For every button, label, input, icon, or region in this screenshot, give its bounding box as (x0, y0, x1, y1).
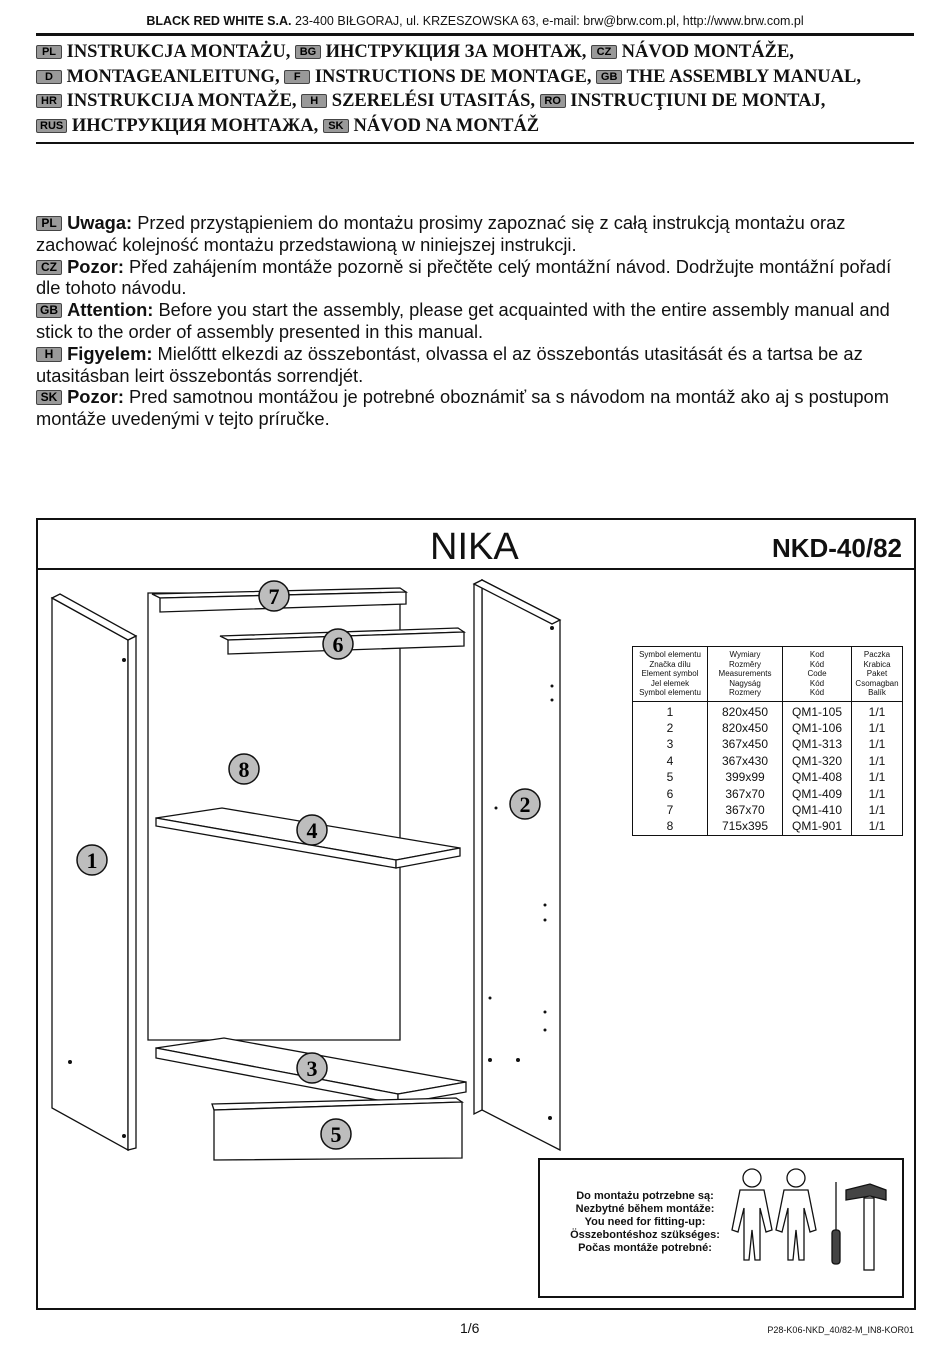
note-text: Przed przystąpieniem do montażu prosimy zapoznać się z całą instrukcją montażu oraz zachować kolejność montażu przedstawioną w niniejszej instrukcji. (36, 212, 846, 255)
table-row: 1 820x450 QM1-105 1/1 (633, 701, 903, 720)
title-text: NÁVOD MONTÁŽE, (621, 42, 794, 62)
title-text: INSTRUCŢIUNI DE MONTAJ, (570, 91, 826, 111)
part-label-1: 1 (86, 848, 98, 873)
lang-badge: BG (295, 45, 321, 59)
table-row: 7 367x70 QM1-410 1/1 (633, 802, 903, 818)
note-label: Pozor: (67, 255, 124, 277)
lang-badge: GB (36, 303, 62, 318)
lang-badge: HR (36, 94, 62, 108)
title-text: INSTRUKCIJA MONTAŽE, (66, 91, 297, 111)
part-label-7: 7 (268, 584, 280, 609)
lang-badge: GB (596, 70, 622, 84)
title-text: SZERELÉSI UTASITÁS, (331, 91, 536, 111)
title-text: THE ASSEMBLY MANUAL, (626, 66, 861, 87)
table-row: 2 820x450 QM1-106 1/1 (633, 720, 903, 736)
lang-badge: PL (36, 216, 62, 231)
title-text: MONTAGEANLEITUNG, (66, 66, 280, 87)
lang-badge: SK (323, 119, 349, 133)
lang-badge: D (36, 70, 62, 84)
note-label: Figyelem: (67, 342, 153, 364)
company-address: 23-400 BIŁGORAJ, ul. KRZESZOWSKA 63, e-mail: brw@brw.com.pl, http://www.brw.com.pl (291, 14, 804, 28)
lang-badge: F (284, 70, 310, 84)
part-label-5: 5 (330, 1122, 342, 1147)
note-label: Attention: (67, 299, 154, 321)
title-text: NÁVOD NA MONTÁŽ (353, 115, 540, 136)
note-label: Pozor: (67, 386, 124, 408)
lang-badge: CZ (591, 45, 617, 59)
note-text: Před zahájením montáže pozorně si přečtěte celý montážní návod. Dodržujte montážní pořadí dle tohoto návodu. (36, 255, 892, 299)
product-code: NKD-40/82 (771, 533, 902, 563)
lang-badge: CZ (36, 260, 62, 275)
title-text: ИНСТРУКЦИЯ ЗА МОНТАЖ, (325, 42, 587, 62)
part-label-8: 8 (238, 757, 250, 782)
hammer-icon (846, 1184, 886, 1270)
note-text: Pred samotnou montážou je potrebné oboznámiť sa s návodom na montáž ako aj s postupom montáže uvedenými v tejto príručke. (36, 386, 889, 430)
company-name: BLACK RED WHITE S.A. (146, 14, 292, 28)
tools-icons (540, 1160, 902, 1296)
table-row: 6 367x70 QM1-409 1/1 (633, 785, 903, 801)
header-code: Kod Kód Code Kód Kód (783, 647, 852, 702)
part-label-6: 6 (332, 632, 344, 657)
tools-required-box (538, 1158, 904, 1298)
title-text: INSTRUKCJA MONTAŻU, (66, 42, 291, 62)
screwdriver-icon (832, 1182, 840, 1264)
table-row: 3 367x450 QM1-313 1/1 (633, 736, 903, 752)
lang-badge: SK (36, 390, 62, 405)
title-text: ИНСТРУКЦИЯ МОНТАЖА, (71, 115, 319, 136)
note-label: Uwaga: (67, 212, 133, 233)
lang-badge: RUS (36, 119, 67, 133)
part-label-4: 4 (306, 818, 318, 843)
note-text: Mielőttt elkezdi az összebontást, olvassa el az összebontás utasitását és a tartsa be az utasitásban leirt összebontás sorrendjét. (36, 342, 863, 386)
tools-required-text: Do montażu potrzebne są: Nezbytné během montáže: You need for fitting-up: Összebontéshoz szükséges: Počas montáže potrebné: (570, 1190, 720, 1254)
header-measurements: Wymiary Rozměry Measurements Nagyság Rozmery (708, 647, 783, 702)
lang-badge: RO (540, 94, 566, 108)
two-people-icon (732, 1169, 816, 1260)
title-text: INSTRUCTIONS DE MONTAGE, (314, 66, 592, 87)
page-number: 1/6 (460, 1320, 480, 1336)
header-symbol: Symbol elementu Značka dílu Element symbol Jel elemek Symbol elementu (633, 647, 708, 702)
part-label-3: 3 (306, 1056, 318, 1081)
product-name: NIKA (430, 526, 519, 568)
parts-table (632, 646, 903, 836)
lang-badge: PL (36, 45, 62, 59)
table-row: 5 399x99 QM1-408 1/1 (633, 769, 903, 785)
table-header-row (633, 647, 903, 702)
part-label-2: 2 (519, 792, 531, 817)
header-package: Paczka Krabica Paket Csomagban Balík (852, 647, 903, 702)
note-text: Before you start the assembly, please get acquainted with the entire assembly manual and stick to the order of assembly presented in this manual. (36, 299, 890, 342)
document-code: P28-K06-NKD_40/82-M_IN8-KOR01 (767, 1325, 914, 1335)
table-row: 8 715x395 QM1-901 1/1 (633, 818, 903, 835)
lang-badge: H (301, 94, 327, 108)
lang-badge: H (36, 347, 62, 362)
table-row: 4 367x430 QM1-320 1/1 (633, 753, 903, 769)
